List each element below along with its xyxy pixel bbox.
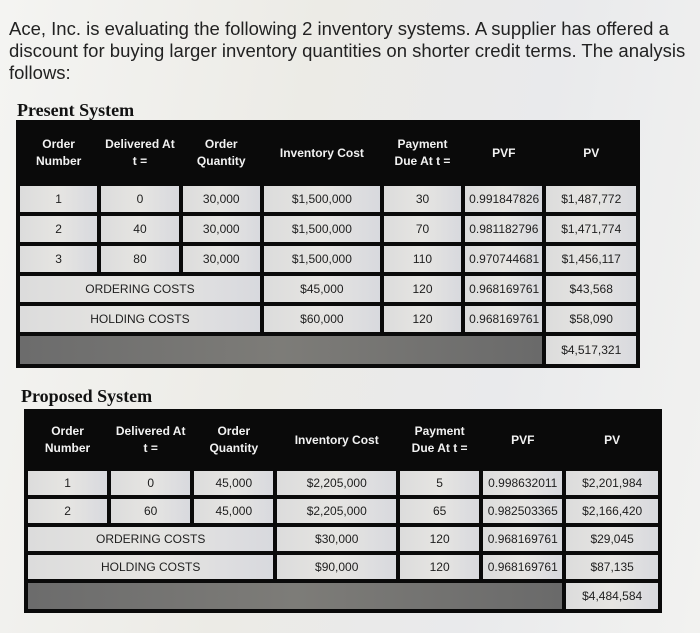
- table-cell: $2,166,420: [566, 499, 658, 523]
- column-header: Inventory Cost: [294, 432, 379, 447]
- table-cell: $1,500,000: [264, 246, 380, 272]
- cost-row: [20, 306, 636, 332]
- table-cell: 120: [400, 527, 479, 551]
- table-cell: $87,135: [566, 555, 658, 579]
- total-row: [28, 583, 658, 609]
- column-header: Order Quantity: [196, 137, 246, 168]
- column-header: Order Number: [44, 424, 91, 455]
- column-header: Inventory Cost: [279, 145, 364, 160]
- table-cell: 1: [20, 186, 97, 212]
- table-cell: $58,090: [546, 306, 636, 332]
- header-row: [28, 413, 658, 467]
- table-cell: $1,487,772: [546, 186, 636, 212]
- table-cell: 30,000: [183, 216, 260, 242]
- cost-label: HOLDING COSTS: [28, 555, 273, 579]
- cost-row: [28, 527, 658, 551]
- table-cell: 0.968169761: [465, 306, 542, 332]
- table-cell: 0.968169761: [465, 276, 542, 302]
- total-row: [20, 336, 636, 364]
- table-cell: $2,205,000: [277, 471, 396, 495]
- blank-cell: [28, 583, 562, 609]
- table-cell: $60,000: [264, 306, 380, 332]
- table-cell: 70: [384, 216, 461, 242]
- table-cell: 0: [111, 471, 190, 495]
- cost-row: [20, 276, 636, 302]
- table-cell: $1,500,000: [264, 186, 380, 212]
- table-cell: $29,045: [566, 527, 658, 551]
- table-cell: 40: [101, 216, 178, 242]
- blank-cell: [20, 336, 542, 364]
- cost-label: ORDERING COSTS: [28, 527, 273, 551]
- table-cell: 0.998632011: [483, 471, 562, 495]
- column-header: PV: [604, 432, 621, 447]
- cost-label: HOLDING COSTS: [20, 306, 260, 332]
- proposed-system-table: [24, 409, 662, 613]
- present-system-title: Present System: [17, 100, 135, 120]
- table-cell: $1,471,774: [546, 216, 636, 242]
- table-cell: 2: [28, 499, 107, 523]
- table-cell: $90,000: [277, 555, 396, 579]
- intro-text: Ace, Inc. is evaluating the following 2 inventory systems. A supplier has offered a discount for buying larger inventory quantities on shorter credit terms. The analysis follows:: [9, 18, 686, 83]
- column-header: Delivered At t =: [105, 137, 175, 168]
- table-cell: 0.968169761: [483, 527, 562, 551]
- order-row: [28, 471, 658, 495]
- order-row: [20, 186, 636, 212]
- column-header: PVF: [511, 432, 535, 447]
- table-cell: 3: [20, 246, 97, 272]
- column-header: Payment Due At t =: [411, 424, 468, 455]
- total-pv: $4,484,584: [566, 583, 658, 609]
- table-cell: 2: [20, 216, 97, 242]
- order-row: [28, 499, 658, 523]
- table-cell: 30,000: [183, 246, 260, 272]
- header-row: [20, 124, 636, 182]
- table-cell: 30,000: [183, 186, 260, 212]
- total-pv: $4,517,321: [546, 336, 636, 364]
- column-header: PVF: [492, 145, 516, 160]
- table-cell: $45,000: [264, 276, 380, 302]
- table-cell: 0.982503365: [483, 499, 562, 523]
- cost-row: [28, 555, 658, 579]
- table-cell: 120: [384, 276, 461, 302]
- table-cell: 0.991847826: [465, 186, 542, 212]
- table-cell: 110: [384, 246, 461, 272]
- table-cell: 80: [101, 246, 178, 272]
- table-cell: 45,000: [194, 499, 273, 523]
- table-cell: 1: [28, 471, 107, 495]
- table-cell: 0.968169761: [483, 555, 562, 579]
- table-cell: 60: [111, 499, 190, 523]
- table-cell: 0: [101, 186, 178, 212]
- column-header: PV: [583, 145, 600, 160]
- table-cell: 120: [400, 555, 479, 579]
- table-cell: 0.981182796: [465, 216, 542, 242]
- cost-label: ORDERING COSTS: [20, 276, 260, 302]
- column-header: Delivered At t =: [115, 424, 186, 455]
- present-system-table: [16, 120, 640, 368]
- table-cell: $30,000: [277, 527, 396, 551]
- table-cell: 5: [400, 471, 479, 495]
- table-cell: 120: [384, 306, 461, 332]
- proposed-system-title: Proposed System: [21, 386, 153, 406]
- order-row: [20, 246, 636, 272]
- table-cell: 0.970744681: [465, 246, 542, 272]
- column-header: Order Quantity: [209, 424, 259, 455]
- table-cell: 65: [400, 499, 479, 523]
- table-cell: $2,201,984: [566, 471, 658, 495]
- table-cell: $43,568: [546, 276, 636, 302]
- column-header: Payment Due At t =: [394, 137, 451, 168]
- table-cell: $2,205,000: [277, 499, 396, 523]
- table-cell: $1,456,117: [546, 246, 636, 272]
- table-cell: $1,500,000: [264, 216, 380, 242]
- order-row: [20, 216, 636, 242]
- table-cell: 30: [384, 186, 461, 212]
- column-header: Order Number: [35, 137, 82, 168]
- table-cell: 45,000: [194, 471, 273, 495]
